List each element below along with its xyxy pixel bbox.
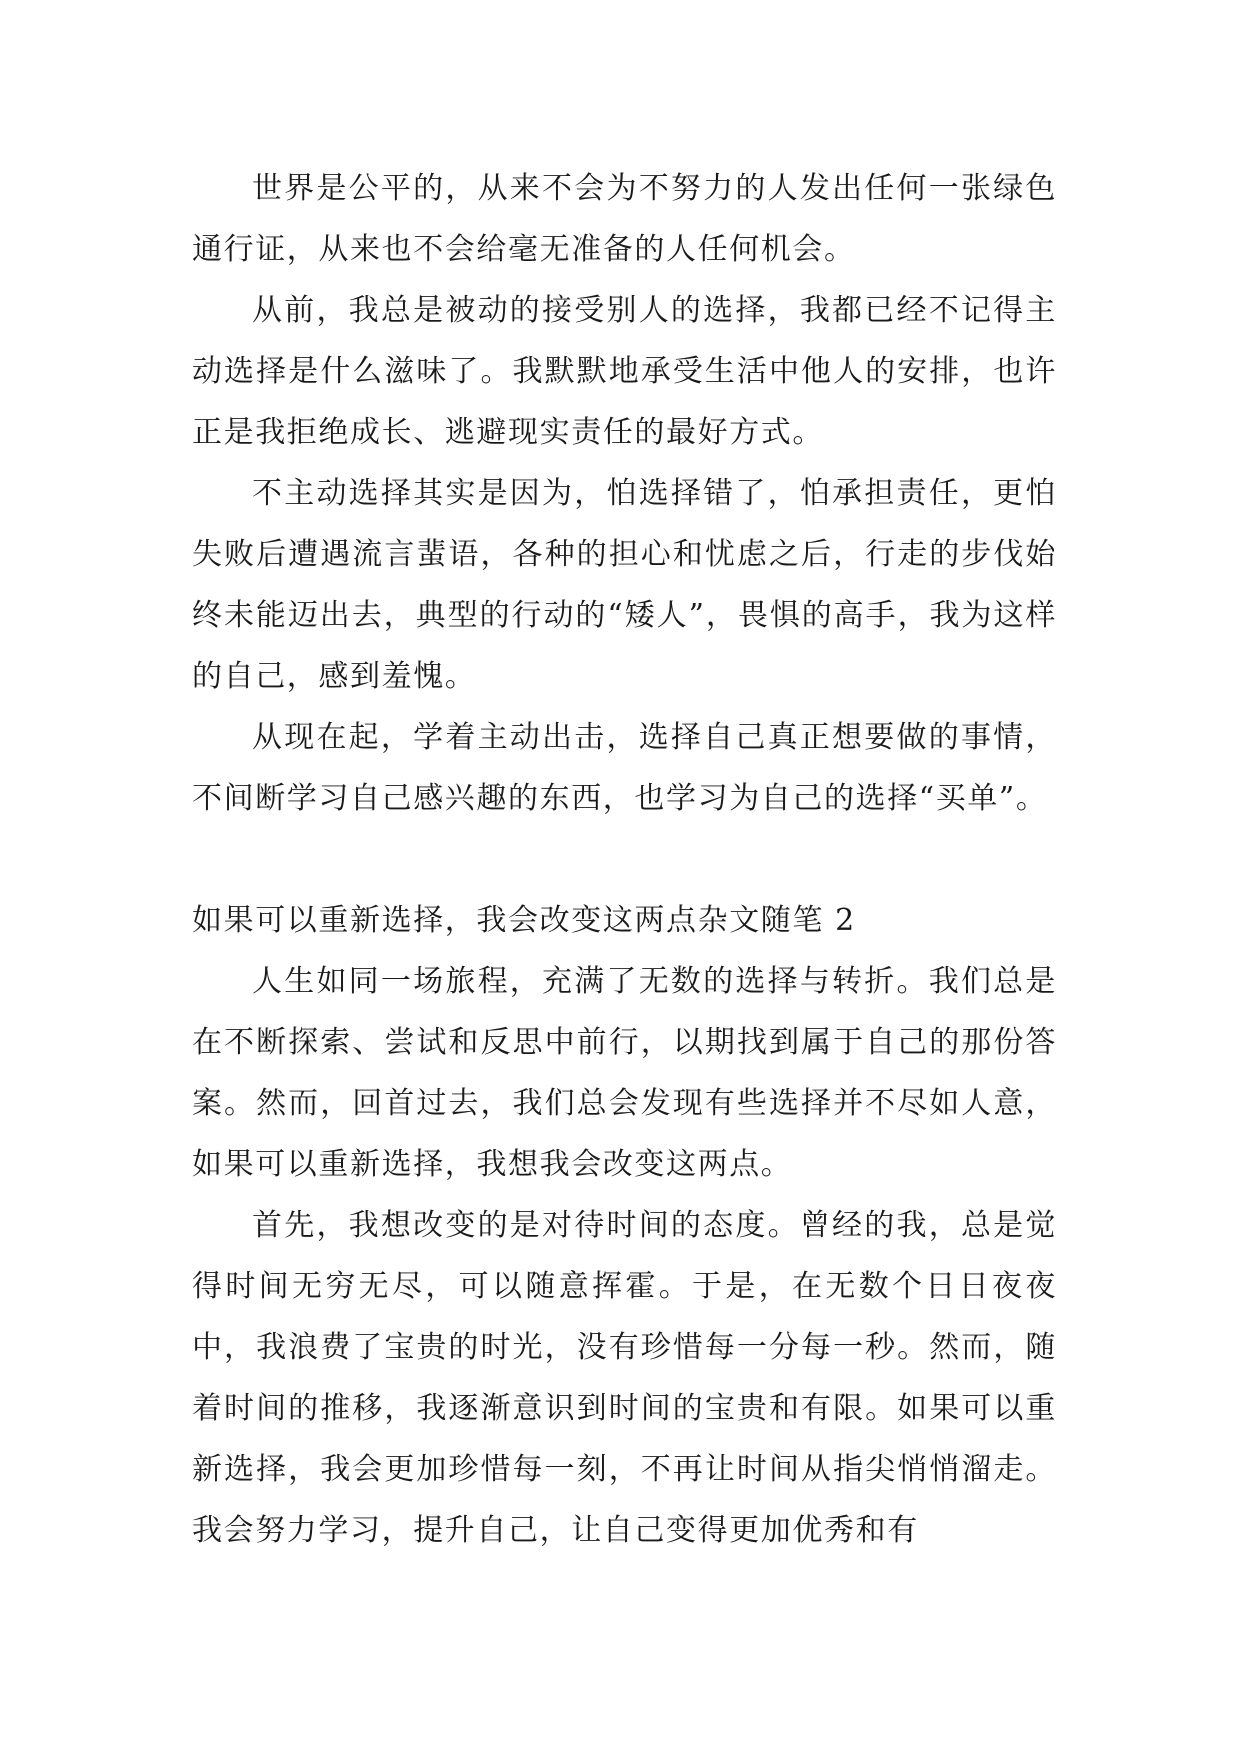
paragraph-start-now: 从现在起，学着主动出击，选择自己真正想要做的事情，不间断学习自己感兴趣的东西，也学习为自己的选择“买单”。 (192, 720, 1057, 816)
document-body (192, 158, 1057, 1561)
paragraph-fair-world: 世界是公平的，从来不会为不努力的人发出任何一张绿色通行证，从来也不会给毫无准备的人任何机会。 (192, 171, 1057, 267)
section-heading: 如果可以重新选择，我会改变这两点杂文随笔 2 (192, 903, 856, 938)
paragraph-life-journey: 人生如同一场旅程，充满了无数的选择与转折。我们总是在不断探索、尝试和反思中前行，以期找到属于自己的那份答案。然而，回首过去，我们总会发现有些选择并不尽如人意，如果可以重新选择，我想我会改变这两点。 (192, 964, 1057, 1182)
paragraph-time-attitude: 首先，我想改变的是对待时间的态度。曾经的我，总是觉得时间无穷无尽，可以随意挥霍。于是，在无数个日日夜夜中，我浪费了宝贵的时光，没有珍惜每一分每一秒。然而，随着时间的推移，我逐渐意识到时间的宝贵和有限。如果可以重新选择，我会更加珍惜每一刻，不再让时间从指尖悄悄溜走。我会努力学习，提升自己，让自己变得更加优秀和有 (192, 1208, 1057, 1548)
paragraph-passive-choice: 从前，我总是被动的接受别人的选择，我都已经不记得主动选择是什么滋味了。我默默地承受生活中他人的安排，也许正是我拒绝成长、逃避现实责任的最好方式。 (192, 293, 1057, 450)
section-spacer (192, 829, 1057, 890)
paragraph-fear-of-choice: 不主动选择其实是因为，怕选择错了，怕承担责任，更怕失败后遭遇流言蜚语，各种的担心和忧虑之后，行走的步伐始终未能迈出去，典型的行动的“矮人”，畏惧的高手，我为这样的自己，感到羞愧。 (192, 476, 1057, 694)
